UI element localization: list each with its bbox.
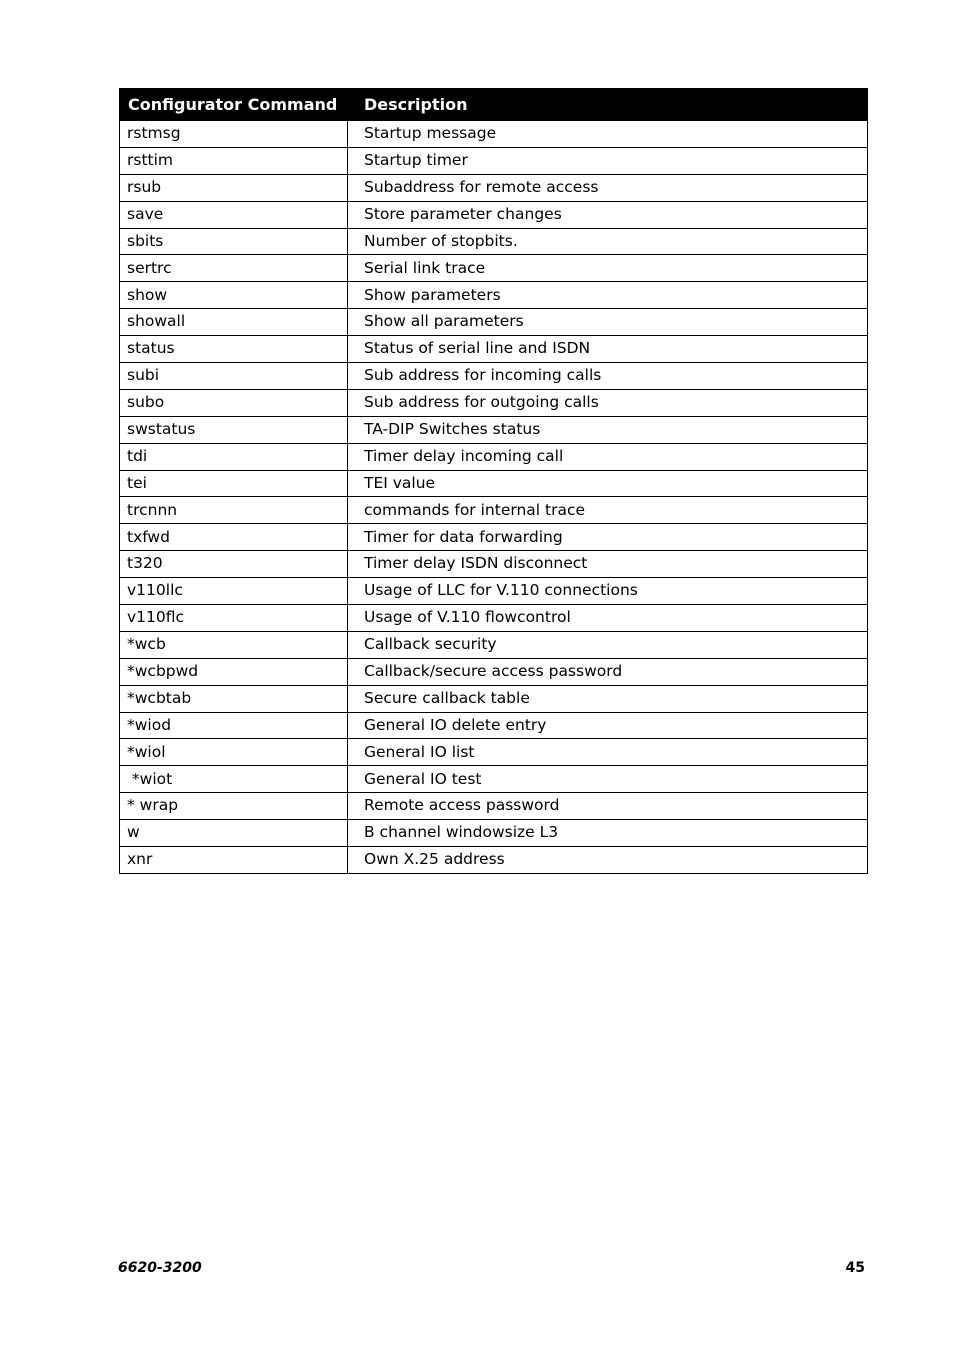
table-row: [120, 524, 868, 551]
description-cell: commands for internal trace: [348, 497, 868, 524]
command-cell: *wcb: [120, 631, 348, 658]
table-row: [120, 443, 868, 470]
table-row: [120, 847, 868, 874]
description-cell: Serial link trace: [348, 255, 868, 282]
page-number: 45: [845, 1260, 865, 1276]
description-cell: Startup message: [348, 121, 868, 148]
command-cell: *wcbpwd: [120, 658, 348, 685]
table-row: [120, 551, 868, 578]
command-cell: save: [120, 201, 348, 228]
table-row: [120, 309, 868, 336]
command-cell: subo: [120, 389, 348, 416]
description-cell: General IO delete entry: [348, 712, 868, 739]
command-cell: w: [120, 820, 348, 847]
description-cell: TEI value: [348, 470, 868, 497]
command-cell: * wrap: [120, 793, 348, 820]
description-cell: Usage of V.110 flowcontrol: [348, 605, 868, 632]
table-row: [120, 282, 868, 309]
command-cell: trcnnn: [120, 497, 348, 524]
table-row: [120, 793, 868, 820]
command-cell: swstatus: [120, 416, 348, 443]
command-cell: showall: [120, 309, 348, 336]
table-row: [120, 658, 868, 685]
table-row: [120, 766, 868, 793]
command-cell: *wcbtab: [120, 685, 348, 712]
command-cell: rsub: [120, 174, 348, 201]
command-cell: rstmsg: [120, 121, 348, 148]
description-cell: Callback/secure access password: [348, 658, 868, 685]
command-cell: *wiod: [120, 712, 348, 739]
table-row: [120, 631, 868, 658]
table-body: [120, 121, 868, 874]
column-header-command: Configurator Command: [120, 89, 348, 121]
command-cell: *wiot: [120, 766, 348, 793]
command-cell: xnr: [120, 847, 348, 874]
description-cell: Usage of LLC for V.110 connections: [348, 578, 868, 605]
table-row: [120, 255, 868, 282]
description-cell: TA-DIP Switches status: [348, 416, 868, 443]
command-cell: show: [120, 282, 348, 309]
table-row: [120, 605, 868, 632]
command-table: [119, 88, 868, 874]
table-row: [120, 416, 868, 443]
document-number: 6620-3200: [118, 1260, 202, 1276]
table-row: [120, 201, 868, 228]
description-cell: Timer delay incoming call: [348, 443, 868, 470]
description-cell: General IO list: [348, 739, 868, 766]
description-cell: B channel windowsize L3: [348, 820, 868, 847]
command-cell: txfwd: [120, 524, 348, 551]
table-row: [120, 228, 868, 255]
description-cell: Sub address for outgoing calls: [348, 389, 868, 416]
table-row: [120, 685, 868, 712]
description-cell: Store parameter changes: [348, 201, 868, 228]
description-cell: Remote access password: [348, 793, 868, 820]
command-cell: tdi: [120, 443, 348, 470]
command-cell: v110flc: [120, 605, 348, 632]
description-cell: Show all parameters: [348, 309, 868, 336]
description-cell: Subaddress for remote access: [348, 174, 868, 201]
table-header-row: [120, 89, 868, 121]
description-cell: Show parameters: [348, 282, 868, 309]
table-row: [120, 470, 868, 497]
description-cell: Timer delay ISDN disconnect: [348, 551, 868, 578]
table-row: [120, 121, 868, 148]
command-cell: tei: [120, 470, 348, 497]
column-header-description: Description: [348, 89, 868, 121]
table-row: [120, 147, 868, 174]
table-row: [120, 497, 868, 524]
command-cell: *wiol: [120, 739, 348, 766]
table-row: [120, 363, 868, 390]
description-cell: Sub address for incoming calls: [348, 363, 868, 390]
table-row: [120, 336, 868, 363]
table-row: [120, 578, 868, 605]
table-row: [120, 174, 868, 201]
description-cell: Timer for data forwarding: [348, 524, 868, 551]
command-cell: subi: [120, 363, 348, 390]
description-cell: General IO test: [348, 766, 868, 793]
command-cell: t320: [120, 551, 348, 578]
command-cell: sbits: [120, 228, 348, 255]
description-cell: Number of stopbits.: [348, 228, 868, 255]
description-cell: Own X.25 address: [348, 847, 868, 874]
command-cell: rsttim: [120, 147, 348, 174]
description-cell: Secure callback table: [348, 685, 868, 712]
description-cell: Startup timer: [348, 147, 868, 174]
description-cell: Status of serial line and ISDN: [348, 336, 868, 363]
table-row: [120, 820, 868, 847]
table-row: [120, 712, 868, 739]
table-row: [120, 389, 868, 416]
table-row: [120, 739, 868, 766]
description-cell: Callback security: [348, 631, 868, 658]
command-cell: sertrc: [120, 255, 348, 282]
command-cell: status: [120, 336, 348, 363]
command-cell: v110llc: [120, 578, 348, 605]
